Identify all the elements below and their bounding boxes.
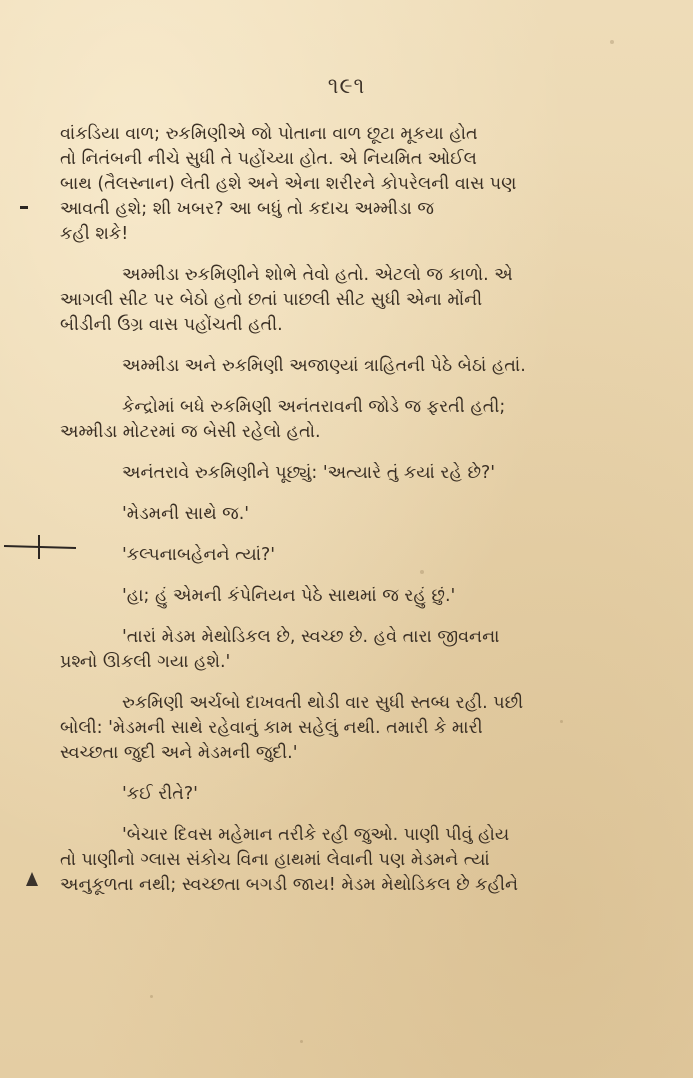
paper-speck <box>420 570 424 574</box>
text-line: અનંતરાવે રુકમિણીને પૂછ્યું: 'અત્યારે તું કયાં રહે છે?' <box>122 463 496 483</box>
text-line: બોલી: 'મેડમની સાથે રહેવાનું કામ સહેલું નથી. તમારી કે મારી <box>60 718 483 738</box>
text-line: 'મેડમની સાથે જ.' <box>122 504 250 524</box>
paragraph-2 <box>60 263 660 338</box>
text-line: આવતી હશે; શી ખબર? આ બધું તો કદાચ અમ્મીડા જ <box>60 199 434 219</box>
paper-speck <box>300 1040 303 1043</box>
text-line: અનુકૂળતા નથી; સ્વચ્છતા બગડી જાય! મેડમ મેથોડિકલ છે કહીને <box>60 875 519 895</box>
paragraph-5 <box>60 461 660 486</box>
text-line: 'બેચાર દિવસ મહેમાન તરીકે રહી જુઓ. પાણી પીવું હોય <box>122 825 510 845</box>
text-line: બાથ (તૈલસ્નાન) લેતી હશે અને એના શરીરને કોપરેલની વાસ પણ <box>60 174 517 194</box>
text-line: 'તારાં મેડમ મેથોડિકલ છે, સ્વચ્છ છે. હવે તારા જીવનના <box>122 627 500 647</box>
paragraph-11 <box>60 782 660 807</box>
text-line: 'હા; હું એમની કંપેનિયન પેઠે સાથમાં જ રહું છું.' <box>122 586 456 606</box>
text-line: રુકમિણી અર્ચબો દાખવતી થોડી વાર સુધી સ્તબ્ધ રહી. પછી <box>122 693 524 713</box>
margin-pen-caret <box>26 872 38 886</box>
text-line: અમ્મીડા અને રુકમિણી અજાણ્યાં ત્રાહિતની પેઠે બેઠાં હતાં. <box>122 356 526 376</box>
margin-pen-arrow-tick <box>38 535 40 559</box>
paragraph-10 <box>60 691 660 766</box>
text-line: સ્વચ્છતા જુદી અને મેડમની જુદી.' <box>60 743 298 763</box>
page-number: ૧૯૧ <box>327 74 366 99</box>
paper-speck <box>150 995 153 998</box>
paragraph-3 <box>60 354 660 379</box>
text-line: પ્રશ્નો ઊકલી ગયા હશે.' <box>60 652 231 672</box>
text-line: 'કઈ રીતે?' <box>122 784 198 804</box>
paragraph-9 <box>60 625 660 675</box>
text-line: તો નિતંબની નીચે સુધી તે પહોંચ્યા હોત. એ નિયમિત ઓઈલ <box>60 149 477 169</box>
paragraph-7 <box>60 543 660 568</box>
text-line: બીડીની ઉગ્ર વાસ પહોંચતી હતી. <box>60 315 283 335</box>
text-line: તો પાણીનો ગ્લાસ સંકોચ વિના હાથમાં લેવાની પણ મેડમને ત્યાં <box>60 850 490 870</box>
text-line: વાંકડિયા વાળ; રુકમિણીએ જો પોતાના વાળ છૂટા મૂકયા હોત <box>60 124 478 144</box>
text-line: કહી શકે! <box>60 224 129 244</box>
text-line: 'કલ્પનાબહેનને ત્યાં?' <box>122 545 276 565</box>
paper-speck <box>560 720 563 723</box>
paper-speck <box>610 40 614 44</box>
paragraph-12 <box>60 823 660 898</box>
text-line: અમ્મીડા મોટરમાં જ બેસી રહેલો હતો. <box>60 422 321 442</box>
margin-pen-dash <box>20 206 28 209</box>
paragraph-6 <box>60 502 660 527</box>
paragraph-1 <box>60 122 660 247</box>
text-line: આગલી સીટ પર બેઠો હતો છતાં પાછલી સીટ સુધી એના મોંની <box>60 290 483 310</box>
paragraph-4 <box>60 395 660 445</box>
paragraph-8 <box>60 584 660 609</box>
text-line: કેન્દ્રોમાં બધે રુકમિણી અનંતરાવની જોડે જ ફરતી હતી; <box>122 397 506 417</box>
text-line: અમ્મીડા રુકમિણીને શોભે તેવો હતો. એટલો જ કાળો. એ <box>122 265 513 285</box>
page-body <box>60 122 660 898</box>
